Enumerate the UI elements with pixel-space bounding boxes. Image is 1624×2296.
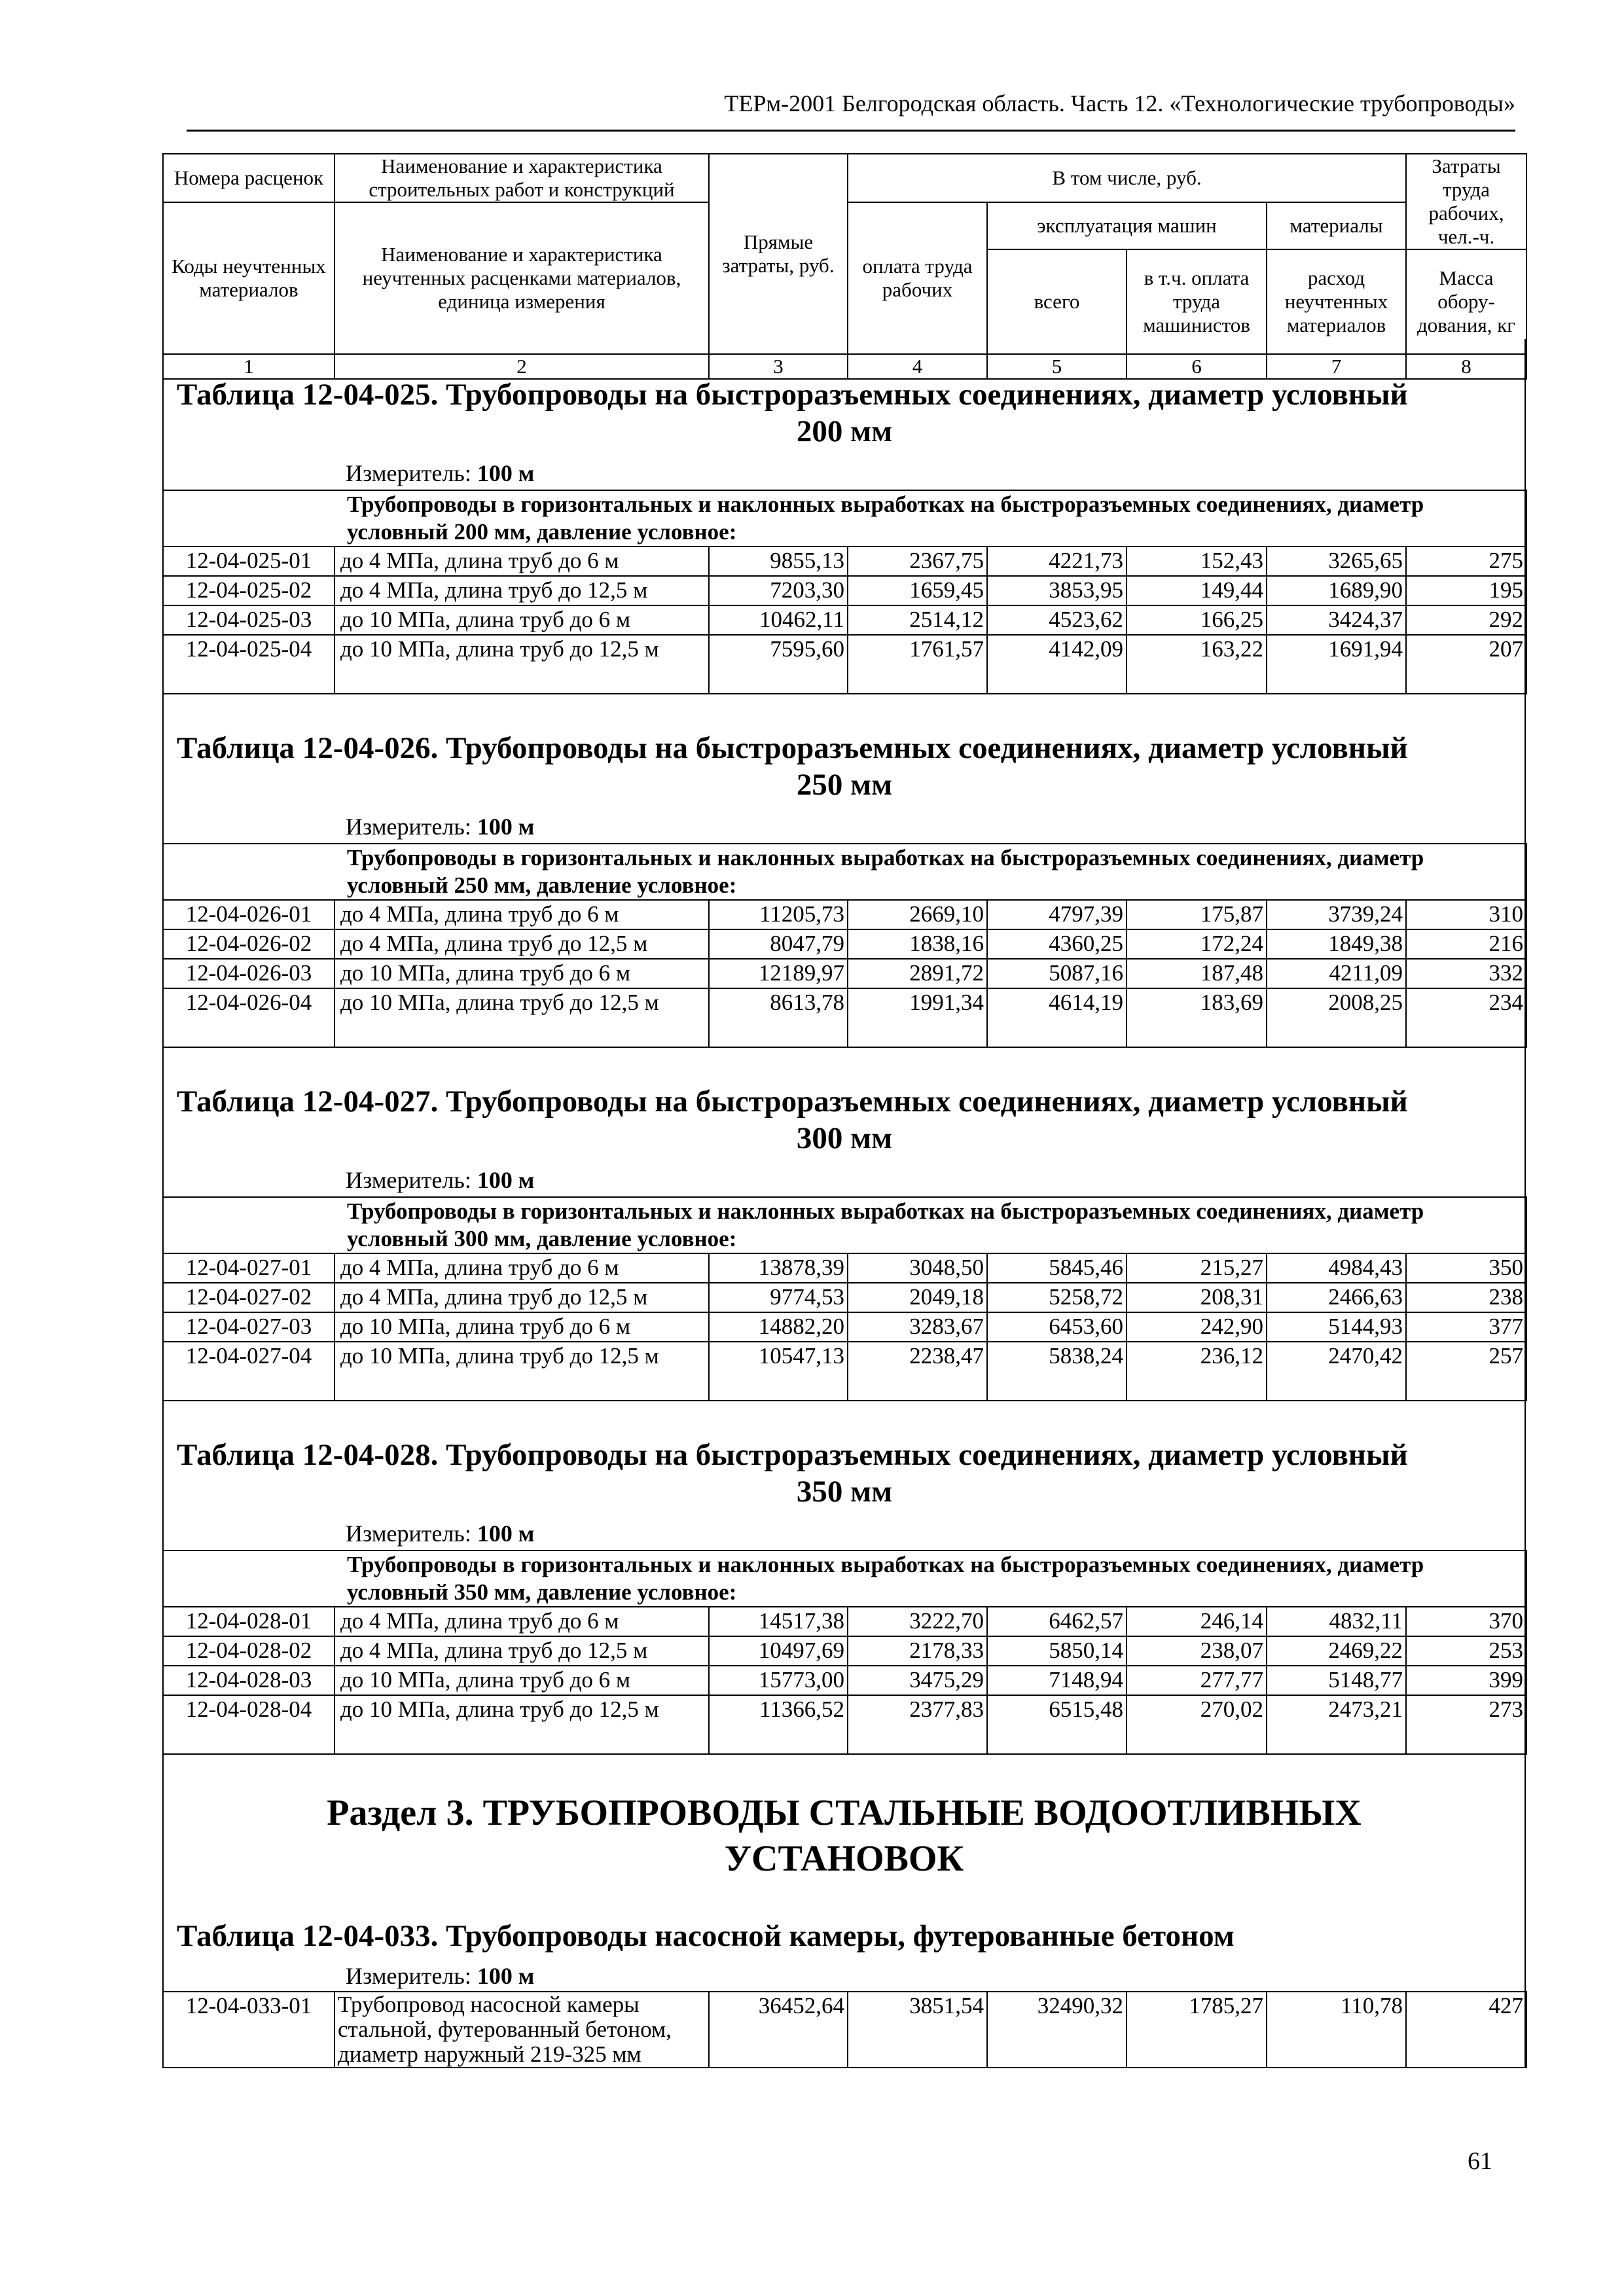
col-number: 8 — [1406, 354, 1526, 379]
rate-name: до 4 МПа, длина труб до 6 м — [334, 900, 709, 929]
cell-operator-pay: 246,14 — [1127, 1607, 1267, 1636]
cell-materials: 2469,22 — [1267, 1636, 1406, 1666]
cell-direct-costs: 10497,69 — [709, 1636, 848, 1666]
col-2-bottom-header: Наименование и характеристика неучтенных расценками материалов, единица измерения — [334, 202, 709, 354]
cell-materials: 1691,94 — [1267, 635, 1406, 694]
rate-code: 12-04-027-04 — [163, 1342, 334, 1401]
cell-direct-costs: 11366,52 — [709, 1695, 848, 1754]
rate-code: 12-04-025-01 — [163, 547, 334, 576]
col-number: 4 — [848, 354, 987, 379]
group-heading: Трубопроводы в горизонтальных и наклонных выработках на быстроразъемных соединениях, диаметр условный 250 мм, давление условное: — [163, 844, 1526, 900]
cell-machines-total: 3853,95 — [987, 576, 1127, 605]
cell-materials: 2008,25 — [1267, 988, 1406, 1047]
cell-operator-pay: 166,25 — [1127, 605, 1267, 635]
cell-direct-costs: 9855,13 — [709, 547, 848, 576]
cell-machines-total: 4523,62 — [987, 605, 1127, 635]
cell-materials: 4984,43 — [1267, 1253, 1406, 1283]
col-number: 6 — [1127, 354, 1267, 379]
table-title-line: 350 мм — [796, 1475, 893, 1509]
col-number: 1 — [163, 354, 334, 379]
meter-value: 100 м — [477, 1167, 535, 1193]
col-1-bottom-header: Коды неучтенных материалов — [163, 202, 334, 354]
cell-operator-pay: 183,69 — [1127, 988, 1267, 1047]
rate-code: 12-04-033-01 — [163, 1992, 334, 2068]
group-row — [163, 490, 1526, 547]
table-title-line: Таблица 12-04-028. Трубопроводы на быстроразъемных соединениях, диаметр условный — [177, 1438, 1408, 1472]
cell-materials: 110,78 — [1267, 1992, 1406, 2068]
meter-label: Измеритель: — [346, 1520, 471, 1547]
table-row — [163, 547, 1526, 576]
cell-machines-total: 6515,48 — [987, 1695, 1127, 1754]
group-row — [163, 1197, 1526, 1253]
cell-worker-pay: 3048,50 — [848, 1253, 987, 1283]
table-title — [177, 730, 1512, 803]
cell-worker-pay: 2377,83 — [848, 1695, 987, 1754]
group-heading: Трубопроводы в горизонтальных и наклонных выработках на быстроразъемных соединениях, диаметр условный 350 мм, давление условное: — [163, 1551, 1526, 1607]
cell-worker-pay: 3851,54 — [848, 1992, 987, 2068]
table-title — [177, 1083, 1512, 1157]
cell-labor-hours: 253 — [1406, 1636, 1526, 1666]
table-title — [177, 1918, 1512, 1954]
rate-code: 12-04-025-02 — [163, 576, 334, 605]
col-2-top-header: Наименование и характеристика строительных работ и конструкций — [334, 154, 709, 202]
cell-labor-hours: 195 — [1406, 576, 1526, 605]
cell-operator-pay: 208,31 — [1127, 1283, 1267, 1312]
cell-machines-total: 5850,14 — [987, 1636, 1127, 1666]
table-row — [163, 929, 1526, 959]
cell-operator-pay: 163,22 — [1127, 635, 1267, 694]
cell-labor-hours: 377 — [1406, 1312, 1526, 1342]
page-number: 61 — [1468, 2147, 1492, 2175]
cell-direct-costs: 36452,64 — [709, 1992, 848, 2068]
rate-name: до 10 МПа, длина труб до 12,5 м — [334, 1695, 709, 1754]
table-title — [177, 1437, 1512, 1510]
rate-name: до 10 МПа, длина труб до 12,5 м — [334, 1342, 709, 1401]
section-title — [162, 1790, 1526, 1882]
meter-value: 100 м — [477, 1520, 535, 1547]
cell-machines-total: 4797,39 — [987, 900, 1127, 929]
cell-worker-pay: 2891,72 — [848, 959, 987, 988]
rate-name: до 4 МПа, длина труб до 12,5 м — [334, 1636, 709, 1666]
rate-name: до 10 МПа, длина труб до 12,5 м — [334, 635, 709, 694]
meter-value: 100 м — [477, 814, 535, 840]
cell-operator-pay: 175,87 — [1127, 900, 1267, 929]
meter-label: Измеритель: — [346, 460, 471, 486]
cell-operator-pay: 172,24 — [1127, 929, 1267, 959]
cell-materials: 3265,65 — [1267, 547, 1406, 576]
col-6-header: в т.ч. оплата труда машинистов — [1127, 249, 1267, 354]
machines-header: эксплуатация машин — [987, 202, 1267, 249]
table-row — [163, 1283, 1526, 1312]
cell-labor-hours: 292 — [1406, 605, 1526, 635]
rate-code: 12-04-026-03 — [163, 959, 334, 988]
meter-line — [346, 1166, 534, 1194]
cell-operator-pay: 149,44 — [1127, 576, 1267, 605]
group-row — [163, 844, 1526, 900]
col-number: 2 — [334, 354, 709, 379]
cell-machines-total: 4221,73 — [987, 547, 1127, 576]
cell-worker-pay: 1761,57 — [848, 635, 987, 694]
cell-worker-pay: 2514,12 — [848, 605, 987, 635]
meter-value: 100 м — [477, 460, 535, 486]
rate-code: 12-04-026-01 — [163, 900, 334, 929]
rates-table — [162, 1550, 1527, 1755]
table-title-line: Таблица 12-04-026. Трубопроводы на быстроразъемных соединениях, диаметр условный — [177, 731, 1408, 765]
rate-code: 12-04-027-03 — [163, 1312, 334, 1342]
cell-worker-pay: 2367,75 — [848, 547, 987, 576]
cell-labor-hours: 275 — [1406, 547, 1526, 576]
rate-code: 12-04-027-01 — [163, 1253, 334, 1283]
table-title-line: Таблица 12-04-025. Трубопроводы на быстроразъемных соединениях, диаметр условный — [177, 378, 1408, 412]
cell-materials: 5148,77 — [1267, 1666, 1406, 1695]
cell-direct-costs: 12189,97 — [709, 959, 848, 988]
col-number: 7 — [1267, 354, 1406, 379]
group-heading: Трубопроводы в горизонтальных и наклонных выработках на быстроразъемных соединениях, диаметр условный 300 мм, давление условное: — [163, 1197, 1526, 1253]
table-title-line: Таблица 12-04-027. Трубопроводы на быстроразъемных соединениях, диаметр условный — [177, 1085, 1408, 1119]
cell-machines-total: 5845,46 — [987, 1253, 1127, 1283]
cell-operator-pay: 152,43 — [1127, 547, 1267, 576]
table-row — [163, 635, 1526, 694]
rate-name: до 10 МПа, длина труб до 6 м — [334, 1666, 709, 1695]
table-row — [163, 1992, 1526, 2068]
cell-operator-pay: 242,90 — [1127, 1312, 1267, 1342]
cell-direct-costs: 14882,20 — [709, 1312, 848, 1342]
cell-labor-hours: 234 — [1406, 988, 1526, 1047]
cell-labor-hours: 310 — [1406, 900, 1526, 929]
section-title-line: Раздел 3. ТРУБОПРОВОДЫ СТАЛЬНЫЕ ВОДООТЛИВНЫХ — [327, 1793, 1362, 1833]
rate-code: 12-04-028-04 — [163, 1695, 334, 1754]
table-row — [163, 900, 1526, 929]
cell-direct-costs: 8047,79 — [709, 929, 848, 959]
cell-direct-costs: 13878,39 — [709, 1253, 848, 1283]
table-row — [163, 1607, 1526, 1636]
running-header: ТЕРм-2001 Белгородская область. Часть 12. «Технологические трубопроводы» — [724, 90, 1515, 117]
col-number: 3 — [709, 354, 848, 379]
rate-code: 12-04-025-04 — [163, 635, 334, 694]
meter-label: Измеритель: — [346, 1963, 471, 1989]
col-3-header: Прямые затраты, руб. — [709, 154, 848, 354]
cell-direct-costs: 10462,11 — [709, 605, 848, 635]
cell-worker-pay: 3283,67 — [848, 1312, 987, 1342]
cell-direct-costs: 10547,13 — [709, 1342, 848, 1401]
cell-worker-pay: 1659,45 — [848, 576, 987, 605]
col-5-header: всего — [987, 249, 1127, 354]
section-title-line: УСТАНОВОК — [724, 1839, 964, 1879]
table-row — [163, 988, 1526, 1047]
cell-machines-total: 6462,57 — [987, 1607, 1127, 1636]
cell-machines-total: 7148,94 — [987, 1666, 1127, 1695]
cell-direct-costs: 9774,53 — [709, 1283, 848, 1312]
rate-name: до 10 МПа, длина труб до 6 м — [334, 605, 709, 635]
cell-labor-hours: 257 — [1406, 1342, 1526, 1401]
cell-materials: 5144,93 — [1267, 1312, 1406, 1342]
rate-name: до 4 МПа, длина труб до 12,5 м — [334, 576, 709, 605]
table-row — [163, 1312, 1526, 1342]
rate-name: Трубопровод насосной камеры стальной, футерованный бетоном, диаметр наружный 219-325 мм — [334, 1992, 709, 2068]
including-header: В том числе, руб. — [848, 154, 1406, 202]
cell-machines-total: 4142,09 — [987, 635, 1127, 694]
cell-labor-hours: 370 — [1406, 1607, 1526, 1636]
materials-header: материалы — [1267, 202, 1406, 249]
meter-line — [346, 813, 534, 840]
rate-code: 12-04-028-03 — [163, 1666, 334, 1695]
col-7-header: расход неучтенных материалов — [1267, 249, 1406, 354]
rate-name: до 4 МПа, длина труб до 12,5 м — [334, 1283, 709, 1312]
rates-table — [162, 1196, 1527, 1401]
cell-operator-pay: 187,48 — [1127, 959, 1267, 988]
cell-labor-hours: 238 — [1406, 1283, 1526, 1312]
cell-labor-hours: 399 — [1406, 1666, 1526, 1695]
table-title — [177, 376, 1512, 450]
cell-materials: 3424,37 — [1267, 605, 1406, 635]
meter-line — [346, 459, 534, 487]
cell-materials: 2473,21 — [1267, 1695, 1406, 1754]
cell-materials: 2470,42 — [1267, 1342, 1406, 1401]
col-8-top-header: Затраты труда рабочих, чел.-ч. — [1406, 154, 1526, 249]
cell-operator-pay: 1785,27 — [1127, 1992, 1267, 2068]
rate-code: 12-04-026-04 — [163, 988, 334, 1047]
cell-materials: 1689,90 — [1267, 576, 1406, 605]
rate-name: до 10 МПа, длина труб до 6 м — [334, 1312, 709, 1342]
table-title-line: Таблица 12-04-033. Трубопроводы насосной камеры, футерованные бетоном — [177, 1919, 1235, 1953]
group-heading: Трубопроводы в горизонтальных и наклонных выработках на быстроразъемных соединениях, диаметр условный 200 мм, давление условное: — [163, 490, 1526, 547]
cell-worker-pay: 1838,16 — [848, 929, 987, 959]
cell-worker-pay: 2669,10 — [848, 900, 987, 929]
meter-line — [346, 1520, 534, 1547]
cell-operator-pay: 236,12 — [1127, 1342, 1267, 1401]
table-row — [163, 605, 1526, 635]
table-title-line: 300 мм — [796, 1121, 893, 1155]
cell-direct-costs: 7203,30 — [709, 576, 848, 605]
rate-name: до 4 МПа, длина труб до 6 м — [334, 1253, 709, 1283]
cell-operator-pay: 270,02 — [1127, 1695, 1267, 1754]
header-rule — [187, 130, 1515, 132]
rates-table — [162, 843, 1527, 1048]
cell-machines-total: 5258,72 — [987, 1283, 1127, 1312]
rate-name: до 10 МПа, длина труб до 12,5 м — [334, 988, 709, 1047]
table-title-line: 200 мм — [796, 414, 893, 448]
cell-labor-hours: 216 — [1406, 929, 1526, 959]
cell-worker-pay: 3222,70 — [848, 1607, 987, 1636]
table-row — [163, 1666, 1526, 1695]
cell-machines-total: 32490,32 — [987, 1992, 1127, 2068]
group-row — [163, 1551, 1526, 1607]
cell-labor-hours: 427 — [1406, 1992, 1526, 2068]
table-row — [163, 1695, 1526, 1754]
cell-machines-total: 6453,60 — [987, 1312, 1127, 1342]
table-row — [163, 1253, 1526, 1283]
meter-line — [346, 1962, 534, 1990]
table-row — [163, 959, 1526, 988]
rate-name: до 10 МПа, длина труб до 6 м — [334, 959, 709, 988]
rate-code: 12-04-025-03 — [163, 605, 334, 635]
table-row — [163, 576, 1526, 605]
cell-direct-costs: 8613,78 — [709, 988, 848, 1047]
cell-machines-total: 5838,24 — [987, 1342, 1127, 1401]
cell-materials: 3739,24 — [1267, 900, 1406, 929]
cell-direct-costs: 14517,38 — [709, 1607, 848, 1636]
table-row — [163, 1636, 1526, 1666]
rate-name: до 4 МПа, длина труб до 12,5 м — [334, 929, 709, 959]
cell-direct-costs: 15773,00 — [709, 1666, 848, 1695]
rate-name: до 4 МПа, длина труб до 6 м — [334, 1607, 709, 1636]
rate-name: до 4 МПа, длина труб до 6 м — [334, 547, 709, 576]
meter-value: 100 м — [477, 1963, 535, 1989]
cell-worker-pay: 2238,47 — [848, 1342, 987, 1401]
rates-table — [162, 490, 1527, 694]
cell-labor-hours: 350 — [1406, 1253, 1526, 1283]
cell-direct-costs: 7595,60 — [709, 635, 848, 694]
cell-labor-hours: 273 — [1406, 1695, 1526, 1754]
cell-machines-total: 4614,19 — [987, 988, 1127, 1047]
cell-operator-pay: 277,77 — [1127, 1666, 1267, 1695]
meter-label: Измеритель: — [346, 1167, 471, 1193]
cell-materials: 4832,11 — [1267, 1607, 1406, 1636]
meter-label: Измеритель: — [346, 814, 471, 840]
table-title-line: 250 мм — [796, 768, 893, 802]
table-row — [163, 1342, 1526, 1401]
cell-materials: 4211,09 — [1267, 959, 1406, 988]
col-number: 5 — [987, 354, 1127, 379]
cell-materials: 1849,38 — [1267, 929, 1406, 959]
cell-labor-hours: 207 — [1406, 635, 1526, 694]
rate-code: 12-04-028-02 — [163, 1636, 334, 1666]
cell-labor-hours: 332 — [1406, 959, 1526, 988]
cell-machines-total: 5087,16 — [987, 959, 1127, 988]
rate-code: 12-04-028-01 — [163, 1607, 334, 1636]
rate-code: 12-04-027-02 — [163, 1283, 334, 1312]
cell-operator-pay: 238,07 — [1127, 1636, 1267, 1666]
cell-direct-costs: 11205,73 — [709, 900, 848, 929]
cell-operator-pay: 215,27 — [1127, 1253, 1267, 1283]
col-8-bottom-header: Масса обору-дования, кг — [1406, 249, 1526, 354]
cell-worker-pay: 2049,18 — [848, 1283, 987, 1312]
rate-code: 12-04-026-02 — [163, 929, 334, 959]
cell-materials: 2466,63 — [1267, 1283, 1406, 1312]
cell-worker-pay: 1991,34 — [848, 988, 987, 1047]
col-4-header: оплата труда рабочих — [848, 202, 987, 354]
cell-worker-pay: 2178,33 — [848, 1636, 987, 1666]
rates-table-033 — [162, 1991, 1527, 2068]
cell-worker-pay: 3475,29 — [848, 1666, 987, 1695]
cell-machines-total: 4360,25 — [987, 929, 1127, 959]
col-1-top-header: Номера расценок — [163, 154, 334, 202]
